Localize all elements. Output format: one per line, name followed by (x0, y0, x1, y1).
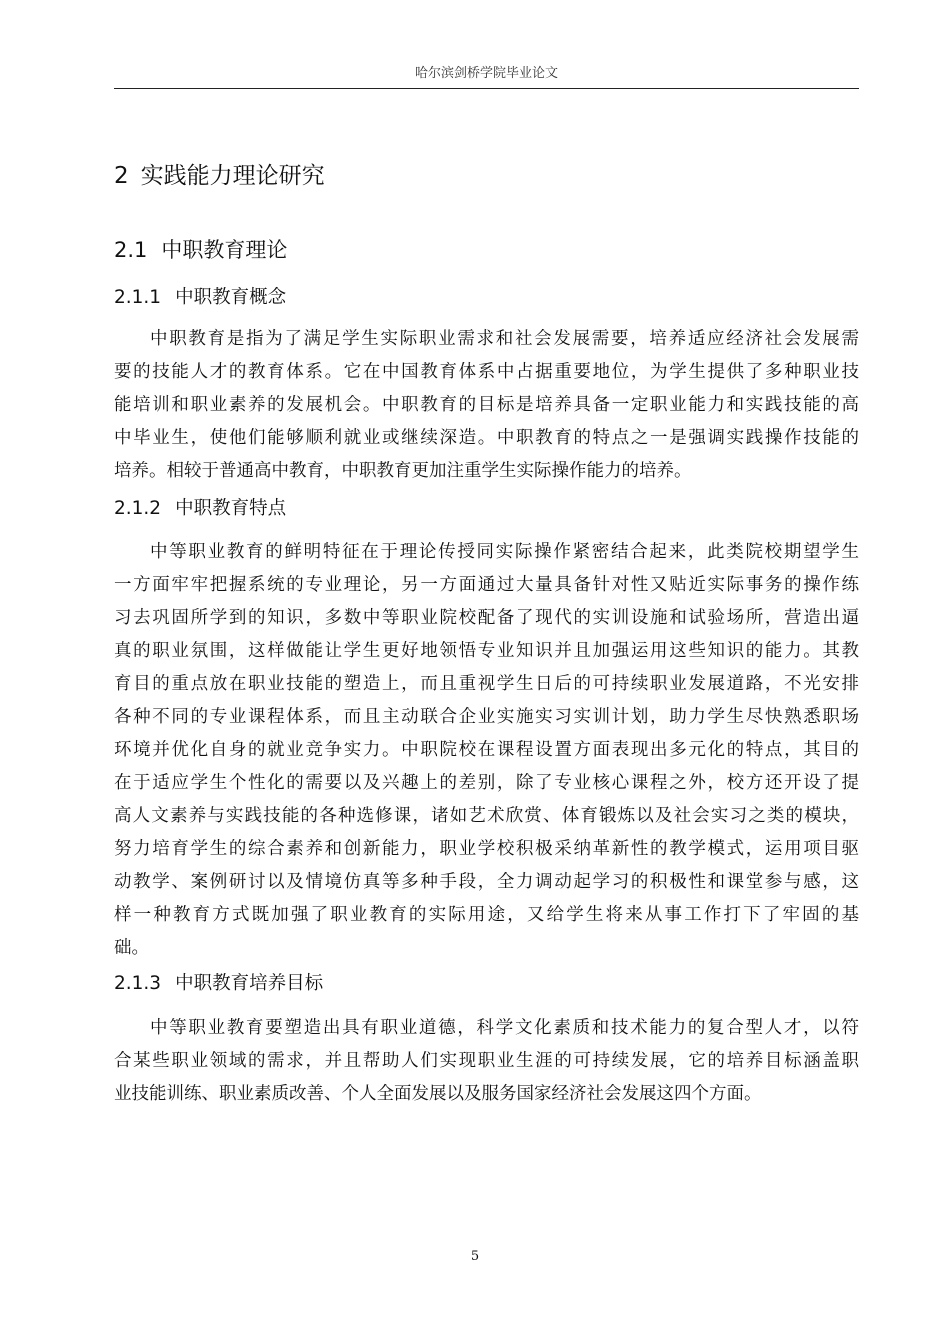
subsection-number: 2.1.3 (114, 973, 162, 994)
paragraph (114, 323, 859, 488)
paragraph-line: 中等职业教育的鲜明特征在于理论传授同实际操作紧密结合起来，此类院校期望学生 (150, 542, 859, 562)
paragraph-line: 能培训和职业素养的发展机会。中职教育的目标是培养具备一定职业能力和实践技能的高 (114, 395, 859, 415)
paragraph-line: 中毕业生，使他们能够顺利就业或继续深造。中职教育的特点之一是强调实践操作技能的 (114, 428, 859, 448)
chapter-title: 实践能力理论研究 (140, 163, 325, 189)
subsection-title: 中职教育培养目标 (175, 973, 324, 994)
paragraph (114, 536, 859, 965)
paragraph-line: 真的职业氛围，这样做能让学生更好地领悟专业知识并且加强运用这些知识的能力。其教 (114, 641, 859, 661)
page-header (114, 64, 859, 89)
subsection-title: 中职教育特点 (175, 498, 287, 519)
paragraph-line: 要的技能人才的教育体系。它在中国教育体系中占据重要地位，为学生提供了多种职业技 (114, 362, 859, 382)
page-number: 5 (470, 1249, 480, 1264)
subsection-heading (114, 285, 286, 311)
paragraph-line: 培养。相较于普通高中教育，中职教育更加注重学生实际操作能力的培养。 (114, 461, 692, 481)
subsection-number: 2.1.2 (114, 498, 162, 519)
paragraph-line: 业技能训练、职业素质改善、个人全面发展以及服务国家经济社会发展这四个方面。 (114, 1084, 762, 1104)
paragraph-line: 础。 (114, 938, 149, 958)
paragraph-line: 育目的重点放在职业技能的塑造上，而且重视学生日后的可持续职业发展道路，不光安排 (114, 674, 859, 694)
paragraph-line: 一方面牢牢把握系统的专业理论，另一方面通过大量具备针对性又贴近实际事务的操作练 (114, 575, 859, 595)
paragraph-line: 环境并优化自身的就业竞争实力。中职院校在课程设置方面表现出多元化的特点，其目的 (114, 740, 859, 760)
paragraph-line: 中职教育是指为了满足学生实际职业需求和社会发展需要，培养适应经济社会发展需 (150, 329, 859, 349)
section-title: 中职教育理论 (161, 238, 288, 262)
header-title: 哈尔滨剑桥学院毕业论文 (414, 66, 558, 81)
paragraph-line: 各种不同的专业课程体系，而且主动联合企业实施实习实训计划，助力学生尽快熟悉职场 (114, 707, 859, 727)
section-number: 2.1 (114, 238, 148, 262)
paragraph-line: 习去巩固所学到的知识，多数中等职业院校配备了现代的实训设施和试验场所，营造出逼 (114, 608, 859, 628)
paragraph-line: 努力培育学生的综合素养和创新能力，职业学校积极采纳革新性的教学模式，运用项目驱 (114, 839, 859, 859)
paragraph (114, 1012, 859, 1111)
chapter-number: 2 (114, 163, 129, 189)
paragraph-line: 动教学、案例研讨以及情境仿真等多种手段，全力调动起学习的积极性和课堂参与感，这 (114, 872, 859, 892)
paragraph-line: 在于适应学生个性化的需要以及兴趣上的差别，除了专业核心课程之外，校方还开设了提 (114, 773, 859, 793)
subsection-number: 2.1.1 (114, 287, 162, 308)
paragraph-line: 中等职业教育要塑造出具有职业道德，科学文化素质和技术能力的复合型人才，以符 (150, 1018, 859, 1038)
section-heading (114, 235, 287, 265)
subsection-heading (114, 496, 286, 522)
paragraph-line: 合某些职业领域的需求，并且帮助人们实现职业生涯的可持续发展，它的培养目标涵盖职 (114, 1051, 859, 1071)
subsection-title: 中职教育概念 (175, 287, 287, 308)
paragraph-line: 高人文素养与实践技能的各种选修课，诸如艺术欣赏、体育锻炼以及社会实习之类的模块， (114, 806, 859, 826)
subsection-heading (114, 971, 323, 997)
chapter-heading (114, 161, 325, 191)
paragraph-line: 样一种教育方式既加强了职业教育的实际用途，又给学生将来从事工作打下了牢固的基 (114, 905, 859, 925)
